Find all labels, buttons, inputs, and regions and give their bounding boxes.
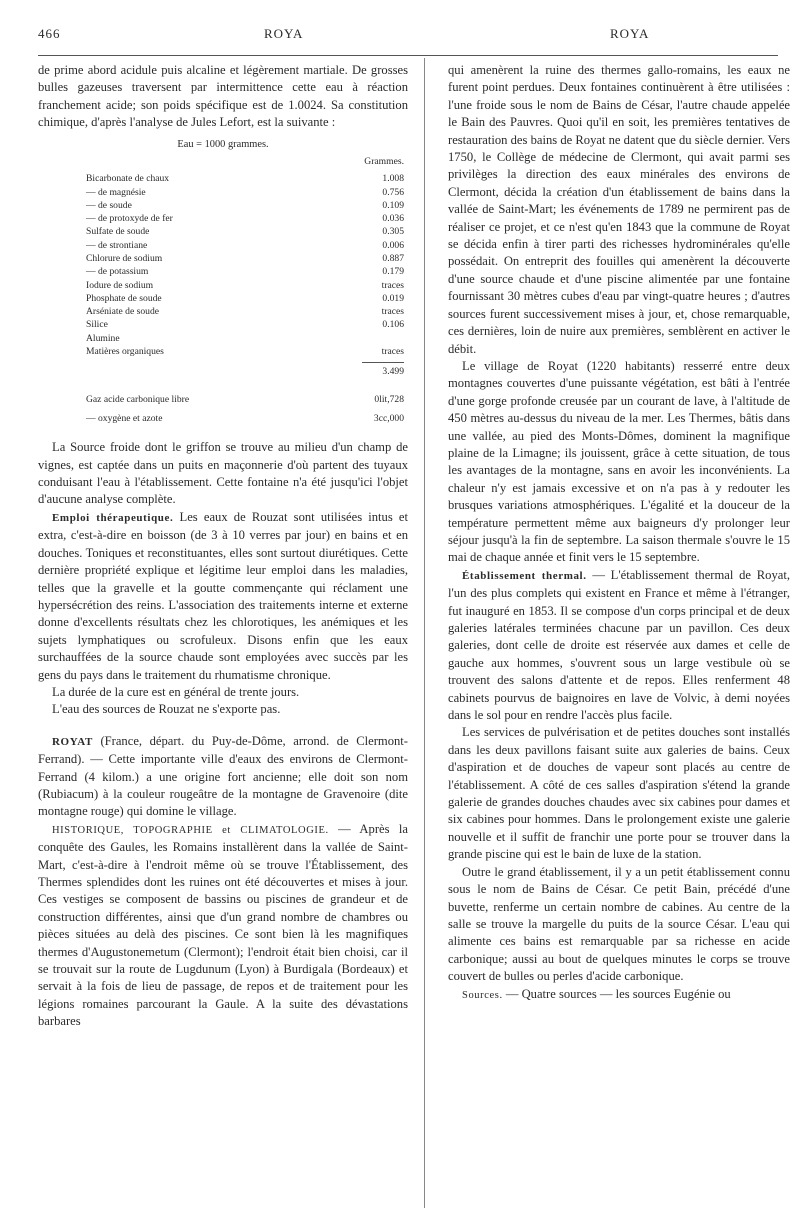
column-divider <box>424 58 425 1208</box>
analysis-row <box>86 265 404 278</box>
text-historique: — Après la conquête des Gaules, les Romains installèrent dans la vallée de Saint-Mart, c'est-à-dire à l'endroit même où se trouve l'Établissement, des Thermes splendides dont les ruines ont été découvertes et mises à jour. Ces vestiges se composent de bassins ou piscines de grandeur et de construction différentes, ainsi que d'un grand nombre de chambres ou pièces situées au delà des piscines. Ce sont bien là les magnifiques thermes d'Augustonemetum (Clermont); l'endroit était bien choisi, car il se trouvait sur la route de Lugdunum (Lyon) à Burdigala (Bordeaux) et servait à la fois de lieu de passage, de repos et de traitement pour les légions romaines parcourant la Gaule. A la suite des dévastations barbares <box>38 821 408 1029</box>
gas-value: 3cc,000 <box>373 412 404 424</box>
analysis-row <box>86 199 404 212</box>
chemical-analysis-table <box>38 138 408 426</box>
analysis-label: Matières organiques <box>86 346 164 358</box>
analysis-value: 0.006 <box>382 239 404 251</box>
analysis-row <box>86 212 404 225</box>
page-number: 466 <box>38 26 61 41</box>
analysis-row <box>86 239 404 252</box>
analysis-value: 0.019 <box>382 292 404 304</box>
paragraph-etablissement <box>448 567 790 725</box>
paragraph-historique <box>38 821 408 1031</box>
analysis-value: 0.109 <box>382 199 404 211</box>
paragraph-petit-etablissement: Outre le grand établissement, il y a un petit établissement connu sous le nom de Bains de César. Ce petit Bain, précédé d'une buvette, renferme un certain nombre de cabines. Au centre de la salle se trouve la margelle du puits de la source César. L'eau qui alimente ces bains est remarquable par sa richesse en acide carbonique; aussi au bout de quelques minutes le corps se trouve couvert de bulles ou perles d'acide carbonique. <box>448 864 790 984</box>
analysis-value: traces <box>381 346 404 358</box>
analysis-row <box>86 332 404 345</box>
paragraph-export: L'eau des sources de Rouzat ne s'exporte pas. <box>52 702 281 717</box>
analysis-value: 0.305 <box>382 226 404 238</box>
analysis-gas-row <box>86 393 404 406</box>
heading-historique: HISTORIQUE, TOPOGRAPHIE et CLIMATOLOGIE. <box>52 824 329 836</box>
gas-label: Gaz acide carbonique libre <box>86 393 190 405</box>
paragraph-source-froide: La Source froide dont le griffon se trouve au milieu d'un champ de vignes, est captée dans un puits en maçonnerie d'où partent des tuyaux conduisant l'eau à l'établissement. Cette fontaine n'a été jusqu'ici l'objet d'aucune analyse complète. <box>38 440 408 507</box>
header-rule <box>38 55 778 56</box>
analysis-label: — de protoxyde de fer <box>86 213 173 225</box>
paragraph-village: Le village de Royat (1220 habitants) resserré entre deux montagnes couvertes d'une puissante végétation, est bâti à l'entrée d'une gorge profonde creusée par un courant de lave, à l'altitude de 450 mètres au-dessus du niveau de la mer. Les Thermes, bâtis dans une vallée, au pied des Monts-Dômes, dominent la magnifique plaine de la Limagne; ils jouissent, grâce à cette situation, de tous les avantages de la montagne, sans en avoir les inconvénients. La chaleur n'y est jamais excessive et on n'a pas à y redouter les brusques variations atmosphériques. L'égalité et la douceur de la température permettent même aux baigneurs d'y prolonger leur séjour jusqu'à la fin de septembre. La saison thermale s'ouvre le 15 mai de chaque année et finit vers le 15 septembre. <box>448 358 790 565</box>
analysis-label: Iodure de sodium <box>86 279 154 291</box>
analysis-value: 0.756 <box>382 186 404 198</box>
analysis-label: Sulfate de soude <box>86 226 150 238</box>
analysis-value <box>350 332 404 345</box>
analysis-row <box>86 305 404 318</box>
heading-emploi: Emploi thérapeutique. <box>52 511 174 524</box>
analysis-label: Chlorure de sodium <box>86 253 163 264</box>
analysis-rows <box>38 172 408 358</box>
text-royat: (France, départ. du Puy-de-Dôme, arrond. de Clermont-Ferrand). — Cette importante ville d'eaux des environs de Clermont-Ferrand (4 kilom.) a une origine fort ancienne; elle doit son nom (Rubiacum) à la couleur rougeâtre de la montagne de Gravenoire (dite montagne rouge) qui domine le village. <box>38 733 408 819</box>
analysis-row <box>86 279 404 292</box>
analysis-gas-row <box>86 412 404 425</box>
paragraph-services: Les services de pulvérisation et de petites douches sont installés dans les deux pavillons faisant suite aux galeries de bains. Ceux d'aspiration et de douches de vapeur sont placés au centre de l'établissement. A côté de ces salles d'aspiration s'étend la grande galerie de grandes douches chaudes avec six cabines pour dames et six cabines pour hommes. Dans le prolongement existe une galerie nouvelle et il suffit de franchir une porte pour se trouver dans la grande piscine qui est le bain de luxe de la station. <box>448 725 790 862</box>
analysis-gases <box>38 393 408 426</box>
analysis-row <box>86 252 404 265</box>
analysis-label: Phosphate de soude <box>86 292 162 304</box>
analysis-label: Arséniate de soude <box>86 306 159 318</box>
left-column <box>38 62 408 1031</box>
paragraph-sources <box>448 986 790 1004</box>
analysis-row <box>86 225 404 238</box>
analysis-value: 0.106 <box>382 319 404 331</box>
analysis-row <box>86 318 404 331</box>
analysis-value: traces <box>381 279 404 291</box>
analysis-total: 3.499 <box>362 362 404 378</box>
running-head <box>38 26 780 48</box>
gas-label: — oxygène et azote <box>86 412 163 424</box>
paragraph-intro: de prime abord acidule puis alcaline et légèrement martiale. De grosses bulles gazeuses traversent par intermittence cette eau à réaction franchement acide; son poids spécifique est de 1.0024. Sa constitution chimique, d'après l'analyse de Jules Lefort, est la suivante : <box>38 63 408 130</box>
paragraph-emploi <box>38 509 408 684</box>
analysis-value: traces <box>381 306 404 318</box>
analysis-label: Alumine <box>86 332 120 344</box>
paragraph-duree: La durée de la cure est en général de trente jours. <box>52 684 300 699</box>
right-column <box>448 62 790 1004</box>
paragraph-continuation: qui amenèrent la ruine des thermes gallo-romains, les eaux ne furent point perdues. Deux fontaines continuèrent à être utilisées : l'une froide sous le nom de Bains de César, l'autre chaude appelée le Bain des Pauvres. Quoi qu'il en soit, les premières tentatives de restauration des bains de Royat ne datent que du siècle dernier. Vers 1750, le Collège de médecine de Clermont, qui avait parmi ses privilèges la direction des eaux minérales des environs de Clermont, décida la création d'un établissement de bains dans la vallée de Saint-Mart; les événements de 1789 ne permirent pas de réaliser ce projet, et ce n'est qu'en 1843 que la commune de Royat se décida enfin à tirer parti des richesses hydrominérales qu'elle possédait. On entreprit des fouilles qui amenèrent la découverte d'une source chaude et d'une piscine alimentée par une fontaine fournissant 30 mètres cubes d'eau par vingt-quatre heures ; d'autres sources furent successivement mises à jour, et, chose remarquable, ces dernières, loin de nuire aux premières, semblèrent en activer le débit. <box>448 63 790 356</box>
analysis-row <box>86 345 404 358</box>
paragraph-royat <box>38 733 408 821</box>
text-emploi: Les eaux de Rouzat sont utilisées intus et extra, c'est-à-dire en boisson (de 3 à 10 verres par jour) en bains et en douches. Toniques et reconstituantes, elles sont surtout diurétiques. Cette dernière propriété explique et légitime leur emploi dans les maladies, telles que la gravelle et la goutte commençante qui réclament une hypersécrétion des reins. L'association des traitements interne et externe donne d'excellents résultats chez les chlorotiques, les anémiques et les sujets lymphatiques ou scrofuleux. Disons enfin que les eaux surchauffées de la source chaude sont employées avec succès par les gens du pays dans le traitement du rhumatisme chronique. <box>38 509 408 682</box>
heading-royat: ROYAT <box>52 735 93 748</box>
analysis-label: — de strontiane <box>86 239 148 251</box>
analysis-row <box>86 292 404 305</box>
analysis-label: — de potassium <box>86 266 149 278</box>
analysis-title: Eau = 1000 grammes. <box>177 138 269 150</box>
analysis-value: 0.036 <box>382 213 404 225</box>
analysis-value: 0.179 <box>382 266 404 278</box>
analysis-label: — de magnésie <box>86 186 146 198</box>
heading-etablissement: Établissement thermal. <box>462 569 587 582</box>
analysis-total-row <box>38 362 404 378</box>
text-sources: — Quatre sources — les sources Eugénie ou <box>505 986 731 1001</box>
heading-sources: Sources. <box>462 989 503 1001</box>
right-headword: ROYA <box>610 26 650 41</box>
analysis-value: 0.887 <box>382 253 404 264</box>
analysis-value: 1.008 <box>382 173 404 185</box>
analysis-unit: Grammes. <box>364 155 404 167</box>
analysis-label: Silice <box>86 319 108 331</box>
analysis-label: — de soude <box>86 199 132 211</box>
gas-value: 0lit,728 <box>374 393 404 405</box>
analysis-label: Bicarbonate de chaux <box>86 173 170 185</box>
left-headword: ROYA <box>264 26 304 41</box>
analysis-row <box>86 172 404 185</box>
text-etablissement: — L'établissement thermal de Royat, l'un des plus complets qui existent en France et même à l'étranger, fut inauguré en 1853. Il se compose d'un corps principal et de deux galeries latérales terminées chacune par un pavillon. Ces deux galeries, dont celle de droite est réservée aux dames et celle de gauche aux hommes, s'ouvrent sous un large vestibule où se trouvent des salons d'attente et de repos. Elles renferment 48 cabinets pourvus de baignoires en lave de Volvic, à demi noyées dans le sol pour en rendre l'accès plus facile. <box>448 567 791 723</box>
analysis-row <box>86 186 404 199</box>
